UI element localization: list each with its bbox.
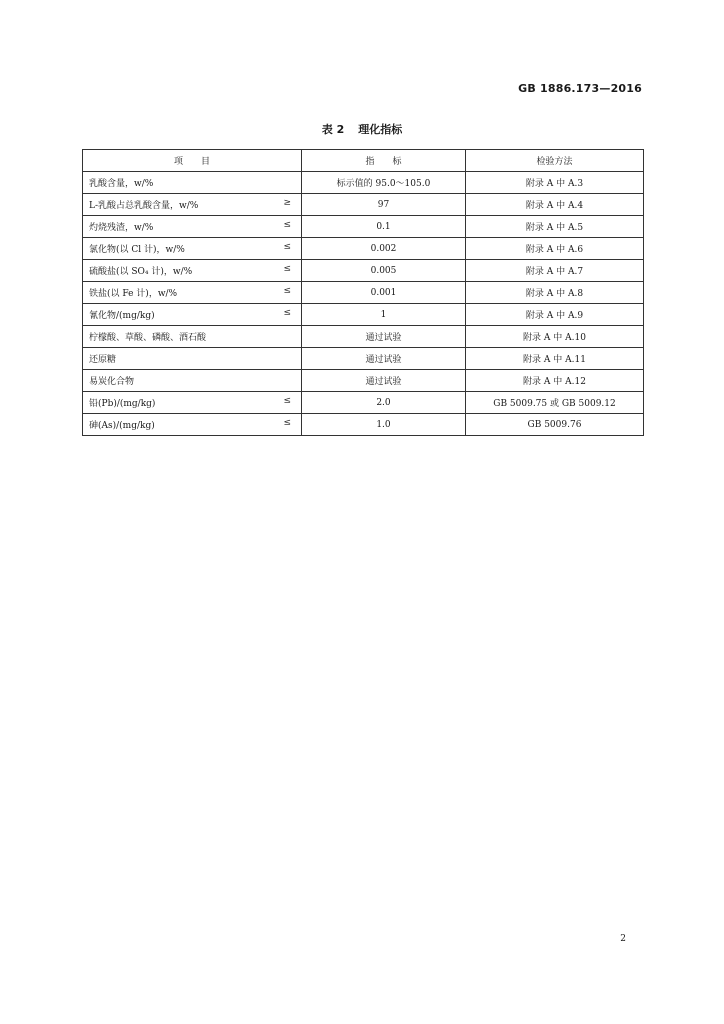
limit-symbol: ≤ <box>283 286 291 296</box>
table-row <box>83 216 644 238</box>
item-cell <box>83 392 302 414</box>
value-cell: 0.1 <box>302 216 466 238</box>
limit-symbol: ≤ <box>283 418 291 428</box>
item-cell <box>83 326 302 348</box>
standard-number: GB 1886.173—2016 <box>518 82 642 95</box>
item-name: 铅(Pb)/(mg/kg) <box>89 399 156 409</box>
item-cell <box>83 348 302 370</box>
table-row <box>83 370 644 392</box>
item-name: 易炭化合物 <box>89 377 135 387</box>
item-name: 氯化物(以 Cl 计)，w/% <box>89 245 185 255</box>
method-cell: 附录 A 中 A.4 <box>466 194 644 216</box>
table-row <box>83 326 644 348</box>
value-cell: 标示值的 95.0～105.0 <box>302 172 466 194</box>
value-cell: 通过试验 <box>302 326 466 348</box>
item-name: 还原糖 <box>89 355 117 365</box>
column-header-item: 项 目 <box>83 150 302 172</box>
table-row <box>83 260 644 282</box>
method-cell: 附录 A 中 A.12 <box>466 370 644 392</box>
table-row <box>83 414 644 436</box>
method-cell: 附录 A 中 A.9 <box>466 304 644 326</box>
item-cell <box>83 216 302 238</box>
limit-symbol: ≤ <box>283 242 291 252</box>
item-name: 柠檬酸、草酸、磷酸、酒石酸 <box>89 333 207 343</box>
item-name: L-乳酸占总乳酸含量，w/% <box>89 201 199 211</box>
table-row <box>83 392 644 414</box>
value-cell: 通过试验 <box>302 370 466 392</box>
limit-symbol: ≤ <box>283 220 291 230</box>
table-row <box>83 304 644 326</box>
method-cell: 附录 A 中 A.7 <box>466 260 644 282</box>
page-number: 2 <box>620 934 626 944</box>
method-cell: GB 5009.75 或 GB 5009.12 <box>466 392 644 414</box>
table-row <box>83 238 644 260</box>
item-name: 氰化物/(mg/kg) <box>89 311 155 321</box>
limit-symbol: ≤ <box>283 308 291 318</box>
item-name: 铁盐(以 Fe 计)，w/% <box>89 289 178 299</box>
item-cell <box>83 304 302 326</box>
table-number: 表 2 <box>321 123 345 136</box>
item-cell <box>83 238 302 260</box>
item-cell <box>83 194 302 216</box>
method-cell: 附录 A 中 A.10 <box>466 326 644 348</box>
limit-symbol: ≥ <box>283 198 291 208</box>
value-cell: 0.001 <box>302 282 466 304</box>
item-cell <box>83 172 302 194</box>
physicochemical-spec-table <box>82 149 644 436</box>
limit-symbol: ≤ <box>283 264 291 274</box>
item-cell <box>83 414 302 436</box>
value-cell: 97 <box>302 194 466 216</box>
value-cell: 2.0 <box>302 392 466 414</box>
item-name: 硫酸盐(以 SO₄ 计)，w/% <box>89 267 193 277</box>
method-cell: 附录 A 中 A.11 <box>466 348 644 370</box>
value-cell: 0.002 <box>302 238 466 260</box>
column-header-value: 指 标 <box>302 150 466 172</box>
method-cell: 附录 A 中 A.6 <box>466 238 644 260</box>
value-cell: 0.005 <box>302 260 466 282</box>
value-cell: 1.0 <box>302 414 466 436</box>
table-row <box>83 172 644 194</box>
item-name: 乳酸含量，w/% <box>89 179 154 189</box>
item-cell <box>83 260 302 282</box>
table-caption <box>0 121 724 137</box>
table-row <box>83 282 644 304</box>
table-row <box>83 348 644 370</box>
item-name: 砷(As)/(mg/kg) <box>89 421 155 431</box>
method-cell: GB 5009.76 <box>466 414 644 436</box>
item-cell <box>83 370 302 392</box>
item-cell <box>83 282 302 304</box>
method-cell: 附录 A 中 A.8 <box>466 282 644 304</box>
limit-symbol: ≤ <box>283 396 291 406</box>
value-cell: 通过试验 <box>302 348 466 370</box>
table-title: 理化指标 <box>358 123 403 136</box>
item-name: 灼烧残渣，w/% <box>89 223 154 233</box>
table-row <box>83 194 644 216</box>
method-cell: 附录 A 中 A.5 <box>466 216 644 238</box>
column-header-method: 检验方法 <box>466 150 644 172</box>
method-cell: 附录 A 中 A.3 <box>466 172 644 194</box>
value-cell: 1 <box>302 304 466 326</box>
table-header-row <box>83 150 644 172</box>
